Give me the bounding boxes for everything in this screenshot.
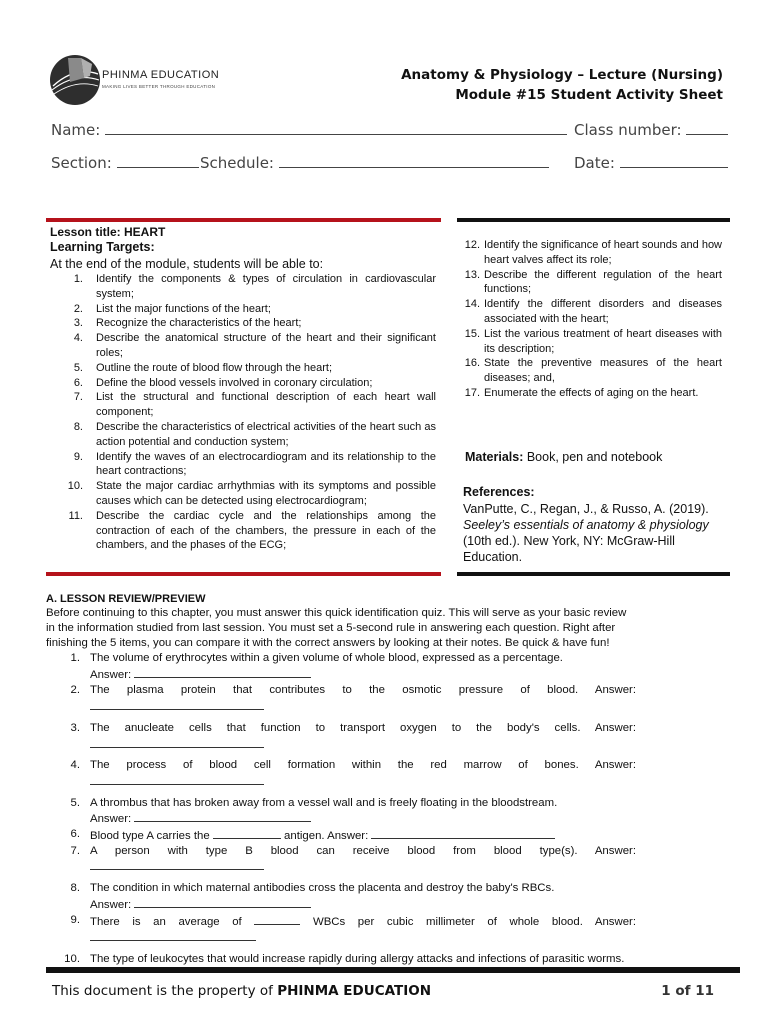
class-number-field[interactable] xyxy=(574,121,728,139)
target-text: List the structural and functional description of each heart wall component; xyxy=(96,391,436,419)
target-number: 14. xyxy=(464,298,480,311)
right-top-bar xyxy=(457,218,730,222)
quiz-item-8: 8. The condition in which maternal antibodies cross the placenta and destroy the baby's RBCs. Answer: xyxy=(70,882,555,911)
section-field[interactable] xyxy=(51,154,199,172)
target-number: 17. xyxy=(464,386,480,399)
target-text: State the major cardiac arrhythmias with its symptoms and possible causes which can be detected using electrocardiogram; xyxy=(96,480,436,507)
right-bottom-bar xyxy=(457,572,730,576)
course-title: Anatomy & Physiology – Lecture (Nursing) xyxy=(401,67,723,83)
targets-list-right xyxy=(460,238,722,401)
target-text: Describe the anatomical structure of the heart and their significant roles; xyxy=(96,332,436,359)
target-text: Describe the different regulation of the heart functions; xyxy=(484,268,722,296)
quiz-item-6: 6. Blood type A carries the antigen. Answer: xyxy=(46,827,636,844)
target-text: Identify the waves of an electrocardiogram and its relationship to the heart contractions; xyxy=(96,450,436,478)
target-number: 11. xyxy=(68,509,83,522)
target-item-r-5 xyxy=(460,356,722,386)
date-blank[interactable] xyxy=(620,154,728,168)
target-number: 6. xyxy=(73,376,83,389)
target-number: 13. xyxy=(464,268,480,281)
name-blank[interactable] xyxy=(105,121,567,135)
target-item-6 xyxy=(50,376,436,391)
target-item-2 xyxy=(50,302,436,317)
class-number-blank[interactable] xyxy=(686,121,728,135)
learning-targets-heading: Learning Targets: xyxy=(50,240,155,254)
learning-targets-intro: At the end of the module, students will be able to: xyxy=(50,257,324,271)
footer-text: This document is the property of PHINMA EDUCATION xyxy=(52,983,432,999)
materials-value: Book, pen and notebook xyxy=(523,450,663,464)
schedule-field[interactable] xyxy=(200,154,549,172)
target-item-8 xyxy=(50,420,436,450)
target-number: 15. xyxy=(464,327,480,340)
section-label: Section: xyxy=(51,154,112,172)
lesson-review-section xyxy=(46,592,636,967)
target-item-9 xyxy=(50,450,436,480)
target-text: List the major functions of the heart; xyxy=(96,302,271,315)
target-text: Outline the route of blood flow through the heart; xyxy=(96,361,333,374)
target-number: 2. xyxy=(73,302,83,315)
name-field[interactable] xyxy=(51,121,567,139)
target-item-7 xyxy=(50,390,436,420)
target-text: Identify the significance of heart sounds and how heart valves affect its role; xyxy=(484,239,722,266)
target-number: 4. xyxy=(73,332,83,345)
answer-blank-4[interactable] xyxy=(90,773,264,785)
schedule-label: Schedule: xyxy=(200,154,274,172)
target-number: 7. xyxy=(73,391,83,404)
name-label: Name: xyxy=(51,121,101,139)
target-item-1 xyxy=(50,272,436,302)
target-number: 1. xyxy=(73,273,83,285)
target-number: 9. xyxy=(73,450,83,463)
target-number: 16. xyxy=(464,357,480,370)
answer-blank-2[interactable] xyxy=(90,698,264,710)
target-item-r-1 xyxy=(460,238,722,268)
blank-9a[interactable] xyxy=(254,913,300,925)
target-number: 3. xyxy=(73,317,83,330)
target-text: Identify the different disorders and diseases associated with the heart; xyxy=(484,298,722,325)
target-item-r-6 xyxy=(460,386,722,401)
answer-blank-6[interactable] xyxy=(371,827,555,839)
org-tagline: MAKING LIVES BETTER THROUGH EDUCATION xyxy=(102,84,216,89)
target-text: Recognize the characteristics of the heart; xyxy=(96,317,302,330)
answer-blank-3[interactable] xyxy=(90,736,264,748)
quiz-item-1: 1. The volume of erythrocytes within a given volume of whole blood, expressed as a percentage. Answer: xyxy=(70,652,563,681)
quiz-item-7: 7. A person with type B blood can receive blood from blood type(s). Answer: xyxy=(46,844,636,875)
references-label: References: xyxy=(463,485,535,499)
target-number: 5. xyxy=(73,361,83,374)
target-item-5 xyxy=(50,361,436,376)
reference-title: Seeley’s essentials of anatomy & physiology xyxy=(463,518,709,532)
lesson-title: Lesson title: HEART xyxy=(50,225,166,239)
target-number: 8. xyxy=(73,420,83,433)
target-item-r-2 xyxy=(460,268,722,298)
section-a-intro: Before continuing to this chapter, you must answer this quick identification quiz. This will serve as your basic review in the information studied from last session. You must set a 5-second rule in answering each question. Right after finishing the 5 items, you can compare it with the correct answers by looking at their notes. Be quick & have fun! xyxy=(46,607,627,649)
org-name: PHINMA EDUCATION xyxy=(102,69,220,81)
answer-blank-1[interactable] xyxy=(134,666,311,678)
learning-targets-right xyxy=(460,238,722,401)
footer-bar xyxy=(46,967,740,973)
quiz-item-4: 4. The process of blood cell formation within the red marrow of bones. Answer: xyxy=(46,758,636,789)
answer-blank-9[interactable] xyxy=(90,929,256,941)
target-number: 12. xyxy=(464,239,480,251)
materials xyxy=(465,450,725,464)
target-text: Enumerate the effects of aging on the heart. xyxy=(484,386,699,399)
target-item-4 xyxy=(50,331,436,361)
target-text: Describe the characteristics of electrical activities of the heart such as action potential and conduction system; xyxy=(96,420,436,448)
learning-targets-left xyxy=(50,225,436,553)
answer-blank-7[interactable] xyxy=(90,858,264,870)
left-top-bar xyxy=(46,218,441,222)
target-item-r-3 xyxy=(460,297,722,327)
class-number-label: Class number: xyxy=(574,121,682,139)
target-item-10 xyxy=(50,479,436,509)
reference-entry: VanPutte, C., Regan, J., & Russo, A. (2019). Seeley’s essentials of anatomy & physiology (10th ed.). New York, NY: McGraw-Hill Education. xyxy=(463,502,709,564)
date-field[interactable] xyxy=(574,154,728,172)
target-text: Identify the components & types of circulation in cardiovascular system; xyxy=(96,273,436,300)
target-text: Define the blood vessels involved in coronary circulation; xyxy=(96,376,373,389)
date-label: Date: xyxy=(574,154,615,172)
target-item-r-4 xyxy=(460,327,722,357)
blank-6a[interactable] xyxy=(213,827,281,839)
references xyxy=(463,484,725,565)
page-number: 1 of 11 xyxy=(661,983,714,999)
target-number: 10. xyxy=(67,480,83,493)
quiz-list xyxy=(46,651,636,967)
quiz-item-2: 2. The plasma protein that contributes to the osmotic pressure of blood. Answer: xyxy=(46,683,636,714)
target-text: State the preventive measures of the heart diseases; and, xyxy=(484,357,722,385)
quiz-item-5: 5. A thrombus that has broken away from a vessel wall and is freely floating in the bloodstream. Answer: xyxy=(70,796,558,826)
section-a-title: A. LESSON REVIEW/PREVIEW xyxy=(46,593,206,605)
target-item-3 xyxy=(50,316,436,331)
quiz-item-10: 10. The type of leukocytes that would increase rapidly during allergy attacks and infections of parasitic worms. xyxy=(64,952,625,965)
schedule-blank[interactable] xyxy=(279,154,549,168)
footer-brand: PHINMA EDUCATION xyxy=(277,983,432,999)
answer-blank-5[interactable] xyxy=(134,810,311,822)
left-bottom-bar xyxy=(46,572,441,576)
target-text: Describe the cardiac cycle and the relationships among the contraction of each of the chambers, the pressure in each of the chambers, and the phases of the ECG; xyxy=(96,509,436,552)
targets-list-left xyxy=(50,272,436,553)
target-text: List the various treatment of heart diseases with its description; xyxy=(484,327,722,355)
target-item-11 xyxy=(50,509,436,553)
module-title: Module #15 Student Activity Sheet xyxy=(455,87,723,103)
answer-blank-8[interactable] xyxy=(134,896,311,908)
lesson-title-value: HEART xyxy=(124,225,166,239)
quiz-item-3: 3. The anucleate cells that function to transport oxygen to the body's cells. Answer: xyxy=(46,721,636,752)
quiz-item-9: 9. There is an average of WBCs per cubic millimeter of whole blood. Answer: xyxy=(46,913,636,946)
materials-label: Materials: xyxy=(465,450,524,464)
section-blank[interactable] xyxy=(117,154,199,168)
